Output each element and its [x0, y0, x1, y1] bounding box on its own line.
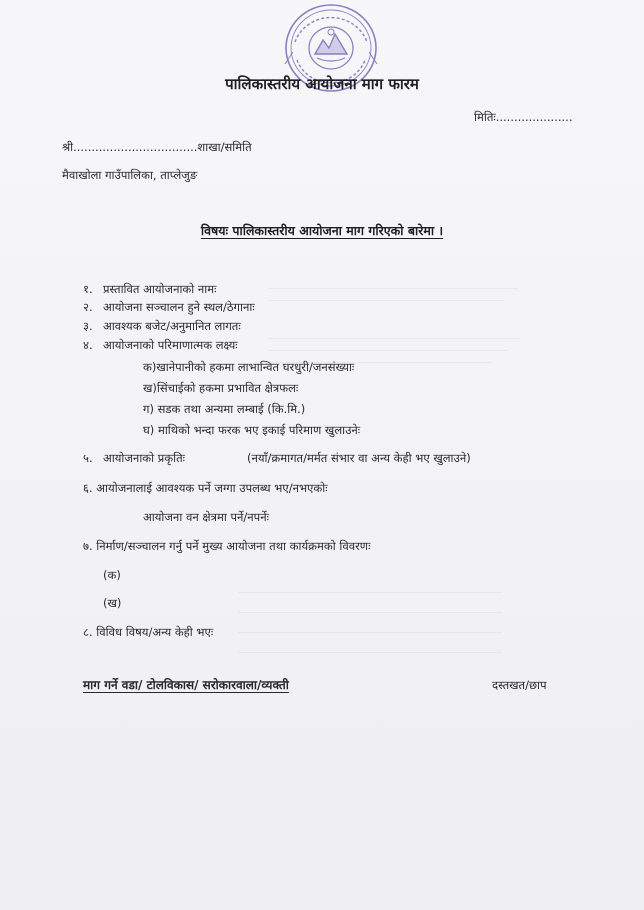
form-title: पालिकास्तरीय आयोजना माग फारम — [225, 75, 419, 93]
form-item-7-ka: (क) — [103, 568, 121, 582]
address-line: मैवाखोला गाउँपालिका, ताप्लेजुङ — [62, 168, 198, 182]
bleed-through — [238, 652, 502, 653]
subject-line: विषयः पालिकास्तरीय आयोजना माग गरिएको बारेमा । — [200, 223, 444, 238]
recipient-line: श्री..................................शाखा/समिति — [62, 140, 252, 154]
form-item-7-kha: (ख) — [103, 596, 122, 610]
form-item-1: १. प्रस्तावित आयोजनाको नामः — [83, 282, 217, 296]
signature-stamp-label: दस्तखत/छाप — [492, 678, 547, 692]
bleed-through — [238, 592, 502, 593]
form-item-6: ६. आयोजनालाई आवश्यक पर्ने जग्गा उपलब्ध भए/नभएकोः — [83, 481, 328, 495]
bleed-through — [238, 632, 502, 633]
bleed-through — [268, 288, 518, 289]
form-item-8: ८. विविध विषय/अन्य केही भएः — [83, 625, 214, 639]
sub-item-ka: क)खानेपानीको हकमा लाभान्वित घरधुरी/जनसंख्याः — [143, 360, 355, 374]
bleed-through — [268, 300, 504, 301]
bleed-through — [268, 338, 520, 339]
sub-item-ga: ग) सडक तथा अन्यमा लम्बाई (कि.मि.) — [143, 402, 306, 416]
sub-item-gha: घ) माथिको भन्दा फरक भए इकाई परिमाण खुलाउनेः — [143, 423, 361, 437]
bleed-through — [238, 612, 502, 613]
form-item-5-note: (नयाँ/क्रमागत/मर्मत संभार वा अन्य केही भए खुलाउने) — [247, 451, 471, 465]
form-item-5: ५. आयोजनाको प्रकृतिः — [83, 451, 185, 465]
bleed-through — [268, 350, 508, 351]
form-item-4: ४. आयोजनाको परिमाणात्मक लक्ष्यः — [83, 338, 238, 352]
form-item-2: २. आयोजना सञ्चालन हुने स्थल/ठेगानाः — [83, 300, 255, 314]
sub-item-kha: ख)सिंचाईको हकमा प्रभावित क्षेत्रफलः — [143, 381, 299, 395]
date-field: मितिः..................... — [474, 110, 573, 124]
form-item-3: ३. आवश्यक बजेट/अनुमानित लागतः — [83, 319, 241, 333]
requesting-ward-label: माग गर्ने वडा/ टोलविकास/ सरोकारवाला/व्यक्ती — [83, 678, 289, 692]
form-item-6-sub: आयोजना वन क्षेत्रमा पर्ने/नपर्नेः — [143, 510, 269, 524]
form-item-7: ७. निर्माण/सञ्चालन गर्नु पर्ने मुख्य आयोजना तथा कार्यक्रमको विवरणः — [83, 539, 371, 553]
